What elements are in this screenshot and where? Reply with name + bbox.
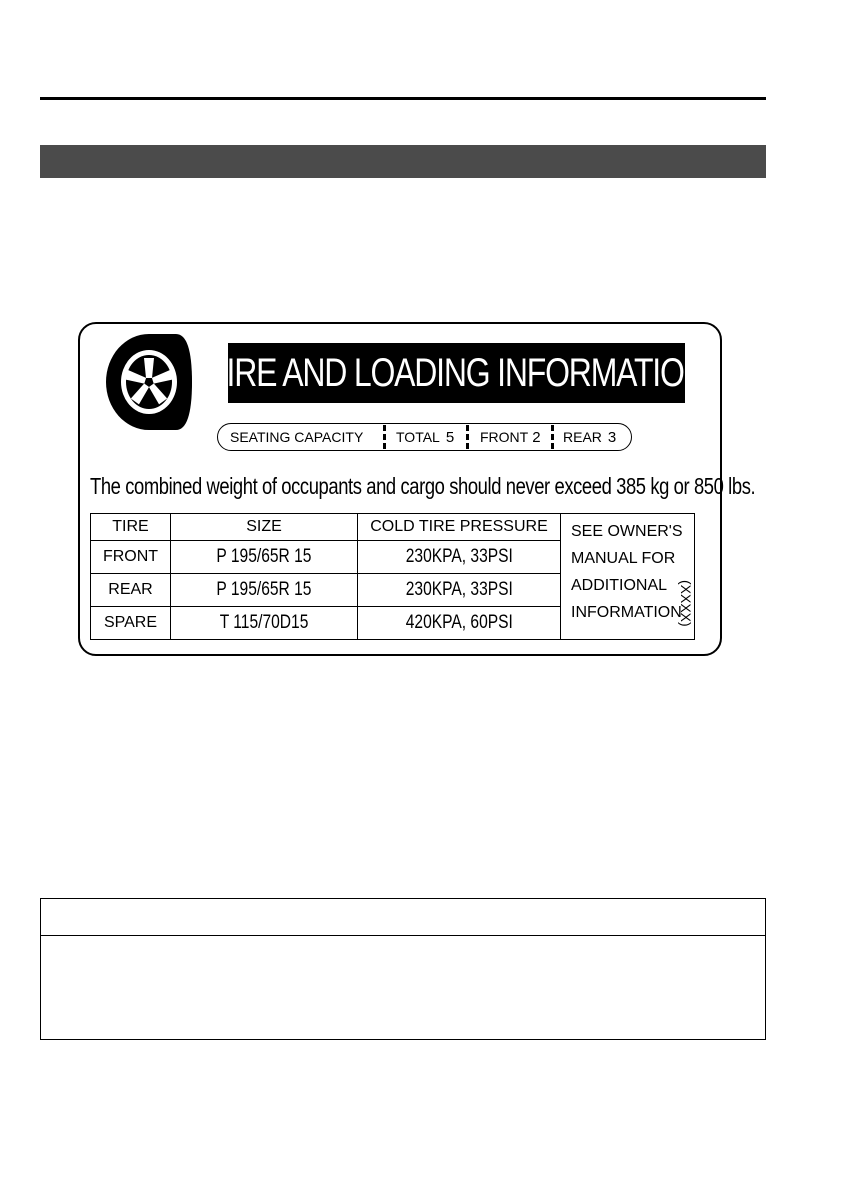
seating-front [480, 424, 541, 450]
tire-size: P 195/65R 15 [216, 579, 312, 600]
seating-capacity-label: SEATING CAPACITY [230, 429, 364, 445]
tire-pressure: 230KPA, 33PSI [405, 546, 513, 567]
tire-pressure: 420KPA, 60PSI [405, 612, 513, 633]
seating-total [396, 424, 454, 450]
section-header-bar [40, 145, 766, 178]
tire-position: SPARE [91, 607, 171, 640]
note-line: SEE OWNER'S [571, 523, 683, 540]
table-header-row [91, 514, 695, 541]
label-code: (XXXX) [678, 580, 694, 627]
note-box [40, 898, 766, 1040]
note-line: MANUAL FOR [571, 550, 676, 567]
seating-total-value: 5 [445, 428, 455, 446]
tire-icon [104, 332, 194, 432]
label-title: TIRE AND LOADING INFORMATION [207, 350, 706, 395]
header-tire: TIRE [91, 514, 171, 541]
label-title-box [207, 343, 706, 403]
top-rule [40, 97, 766, 100]
header-pressure: COLD TIRE PRESSURE [358, 514, 561, 541]
combined-weight-statement [90, 466, 756, 506]
combined-weight-text: The combined weight of occupants and cargo should never exceed 385 kg or 850 lbs. [90, 472, 756, 499]
note-line: ADDITIONAL [571, 577, 668, 594]
tire-pressure: 230KPA, 33PSI [405, 579, 513, 600]
note-box-divider [41, 935, 765, 936]
owners-manual-note [561, 514, 695, 640]
seating-front-value: 2 [532, 428, 541, 446]
tire-position: REAR [91, 574, 171, 607]
tire-position: FRONT [91, 541, 171, 574]
seating-divider [466, 425, 469, 449]
seating-rear-label: REAR [563, 429, 602, 445]
tire-pressure-table [90, 513, 695, 640]
note-line: INFORMATION [571, 604, 682, 621]
seating-rear-value: 3 [607, 428, 617, 446]
seating-divider [551, 425, 554, 449]
tire-size: P 195/65R 15 [216, 546, 312, 567]
tire-size: T 115/70D15 [219, 612, 309, 633]
seating-capacity-pill [217, 423, 632, 451]
seating-front-label: FRONT [480, 429, 529, 445]
seating-rear [563, 424, 616, 450]
seating-total-label: TOTAL [396, 429, 440, 445]
seating-divider [383, 425, 386, 449]
header-size: SIZE [171, 514, 358, 541]
